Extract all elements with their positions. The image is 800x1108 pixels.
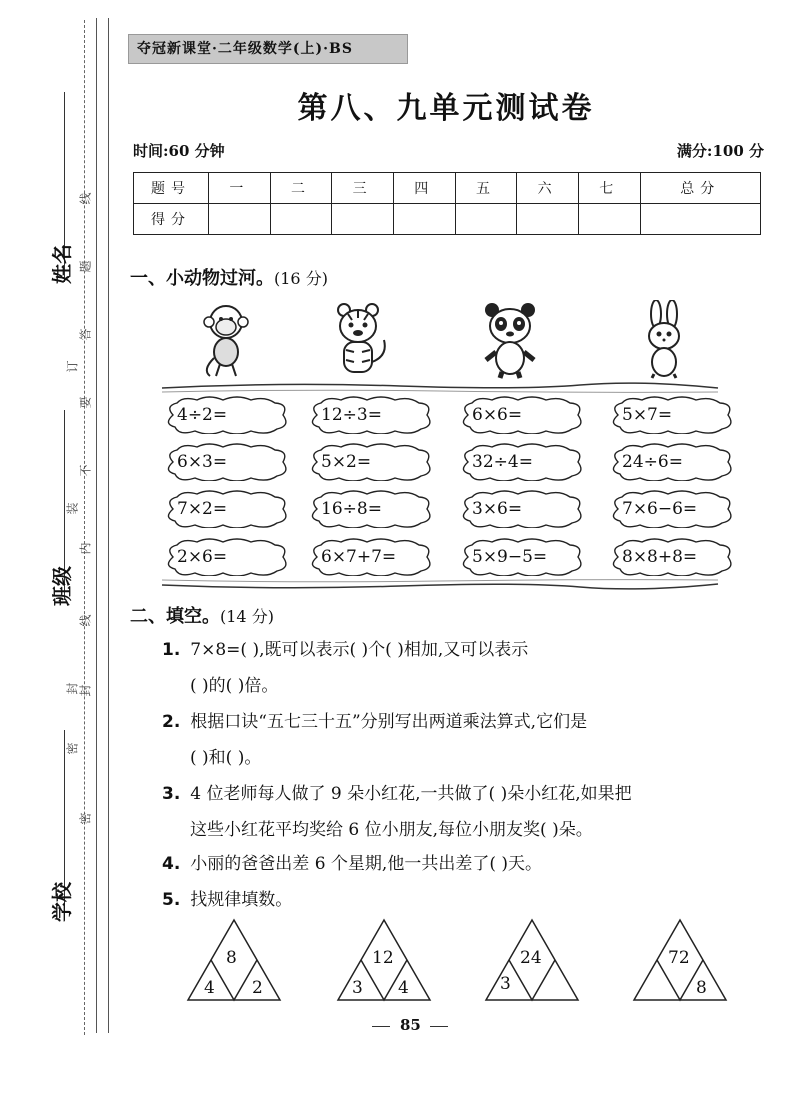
bind-char: 题 (78, 260, 93, 273)
triangle-left-number[interactable]: 4 (204, 978, 215, 998)
question-5 (162, 882, 292, 918)
bind-char: 要 (78, 396, 93, 409)
cloud-equation[interactable] (608, 443, 736, 481)
score-input-cell[interactable] (578, 204, 640, 235)
score-value-row (134, 204, 761, 235)
score-cell: 六 (517, 173, 579, 204)
equation-text: 8×8+8= (622, 547, 698, 567)
question-number: 1. (162, 640, 181, 660)
cloud-equation[interactable] (307, 538, 435, 576)
question-4 (162, 846, 542, 882)
triangle-top-number: 24 (520, 948, 542, 968)
school-label: 学校 (50, 882, 74, 922)
score-input-cell[interactable] (517, 204, 579, 235)
question-number: 5. (162, 890, 181, 910)
equation-text: 6×6= (472, 405, 523, 425)
cloud-equation[interactable] (458, 538, 586, 576)
question-1 (162, 632, 528, 668)
equation-text: 3×6= (472, 499, 523, 519)
cloud-equation[interactable] (608, 538, 736, 576)
question-number: 4. (162, 854, 181, 874)
question-2 (162, 704, 587, 740)
equation-text: 6×3= (177, 452, 228, 472)
question-text: 找规律填数。 (190, 890, 293, 910)
score-input-cell[interactable] (455, 204, 517, 235)
pattern-triangle (484, 918, 580, 1004)
equation-text: 2×6= (177, 547, 228, 567)
page-number: 85 (400, 1016, 421, 1034)
question-text[interactable]: 4 位老师每人做了 9 朵小红花,一共做了( )朵小红花,如果把 (190, 784, 632, 804)
name-label: 姓名 (50, 244, 74, 284)
score-input-cell[interactable] (332, 204, 394, 235)
cloud-equation[interactable] (307, 396, 435, 434)
cloud-equation[interactable] (163, 538, 291, 576)
score-cell: 四 (393, 173, 455, 204)
question-3 (162, 776, 632, 812)
section1-heading: 一、小动物过河。 (130, 268, 274, 289)
page-number-dash (430, 1026, 448, 1027)
triangle-top-number: 12 (372, 948, 394, 968)
triangle-right-number[interactable]: 4 (398, 978, 409, 998)
equation-text: 5×9−5= (472, 547, 548, 567)
triangle-right-number[interactable]: 8 (696, 978, 707, 998)
pattern-triangle (632, 918, 728, 1004)
cloud-equation[interactable] (608, 396, 736, 434)
equation-text: 4÷2= (177, 405, 228, 425)
cloud-equation[interactable] (307, 490, 435, 528)
score-cell: 七 (578, 173, 640, 204)
page-title: 第八、九单元测试卷 (297, 91, 595, 126)
series-banner: 夺冠新课堂·二年级数学(上)·BS (128, 34, 408, 64)
score-cell: 二 (270, 173, 332, 204)
monkey-icon (190, 300, 262, 380)
cloud-equation[interactable] (608, 490, 736, 528)
triangle-top-number: 72 (668, 948, 690, 968)
section2-points: (14 分) (220, 607, 274, 626)
score-cell: 五 (455, 173, 517, 204)
class-label: 班级 (50, 566, 74, 606)
score-header-row (134, 173, 761, 204)
equation-text: 32÷4= (472, 452, 533, 472)
cut-dashed-line (84, 20, 85, 1035)
equation-text: 5×7= (622, 405, 673, 425)
tiger-icon (322, 300, 394, 380)
cloud-equation[interactable] (307, 443, 435, 481)
bind-line-1 (96, 18, 97, 1033)
bind-char: 密 (78, 812, 93, 825)
score-input-cell[interactable] (393, 204, 455, 235)
bind-char: 封 (65, 682, 80, 695)
bind-char: 内 (78, 542, 93, 555)
equation-text: 16÷8= (321, 499, 382, 519)
bind-char: 密 (65, 742, 80, 755)
triangle-left-number[interactable]: 3 (500, 974, 511, 994)
section2-title (130, 602, 274, 628)
score-cell: 三 (332, 173, 394, 204)
pattern-triangle (336, 918, 432, 1004)
section2-heading: 二、填空。 (130, 606, 220, 627)
question-number: 3. (162, 784, 181, 804)
question-text[interactable]: 根据口诀“五七三十五”分别写出两道乘法算式,它们是 (190, 712, 588, 732)
section1-title (130, 264, 328, 290)
equation-text: 6×7+7= (321, 547, 397, 567)
score-table (133, 172, 761, 235)
full-score: 满分:100 分 (676, 142, 764, 160)
cloud-equation[interactable] (458, 443, 586, 481)
question-text[interactable]: 小丽的爸爸出差 6 个星期,他一共出差了( )天。 (190, 854, 542, 874)
pattern-triangle (186, 918, 282, 1004)
panda-icon (474, 300, 546, 380)
score-cell: 一 (209, 173, 271, 204)
score-cell: 题号 (134, 173, 209, 204)
question-1-line2[interactable]: ( )的( )倍。 (190, 676, 279, 696)
equation-text: 7×6−6= (622, 499, 698, 519)
score-input-cell[interactable] (640, 204, 760, 235)
bind-line-2 (108, 18, 109, 1033)
bind-char: 线 (78, 192, 93, 205)
cloud-equation[interactable] (458, 396, 586, 434)
cloud-equation[interactable] (163, 443, 291, 481)
question-number: 2. (162, 712, 181, 732)
rabbit-icon (628, 300, 700, 380)
bind-char: 答 (78, 328, 93, 341)
bind-char: 线 (78, 614, 93, 627)
score-cell: 总分 (640, 173, 760, 204)
section1-points: (16 分) (274, 269, 328, 288)
question-2-line2[interactable]: ( )和( )。 (190, 748, 262, 768)
equation-text: 7×2= (177, 499, 228, 519)
equation-text: 24÷6= (622, 452, 683, 472)
bind-char: 订 (65, 360, 80, 373)
equation-text: 5×2= (321, 452, 372, 472)
page-number-dash (372, 1026, 390, 1027)
time-limit: 时间:60 分钟 (133, 142, 225, 160)
bind-char: 装 (65, 502, 80, 515)
cloud-equation[interactable] (163, 490, 291, 528)
score-cell: 得分 (134, 204, 209, 235)
cloud-equation[interactable] (163, 396, 291, 434)
triangle-left-number[interactable]: 3 (352, 978, 363, 998)
binding-strip (0, 0, 125, 1108)
triangle-top-number: 8 (226, 948, 237, 968)
question-3-line2[interactable]: 这些小红花平均奖给 6 位小朋友,每位小朋友奖( )朵。 (190, 820, 593, 840)
cloud-equation[interactable] (458, 490, 586, 528)
bind-char: 封 (78, 684, 93, 697)
equation-text: 12÷3= (321, 405, 382, 425)
score-input-cell[interactable] (270, 204, 332, 235)
bind-char: 不 (78, 464, 93, 477)
triangle-right-number[interactable]: 2 (252, 978, 263, 998)
score-input-cell[interactable] (209, 204, 271, 235)
question-text[interactable]: 7×8=( ),既可以表示( )个( )相加,又可以表示 (190, 640, 529, 660)
